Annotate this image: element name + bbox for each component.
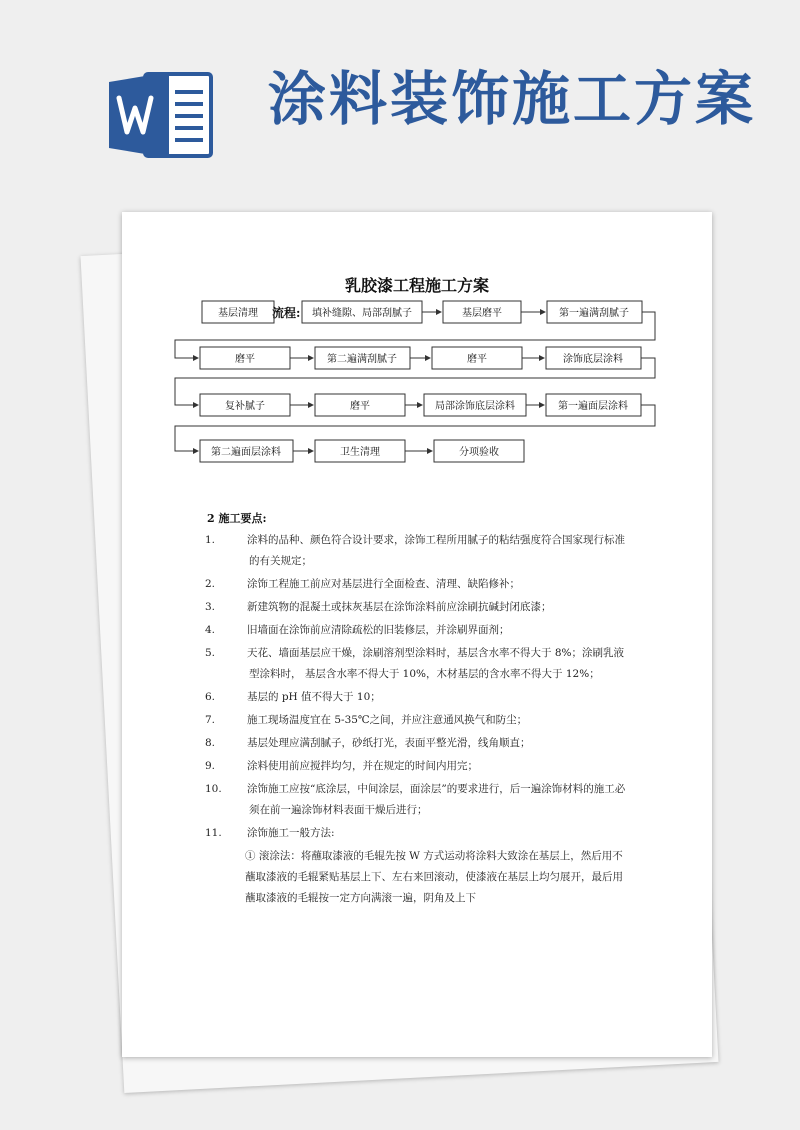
construction-points-list bbox=[205, 530, 627, 911]
flow-step bbox=[546, 347, 641, 369]
process-flowchart bbox=[122, 212, 712, 492]
list-item: 2. 涂饰工程施工前应对基层进行全面检查、清理、缺陷修补； bbox=[205, 578, 520, 590]
flow-step bbox=[424, 394, 526, 416]
svg-text:卫生清理: 卫生清理 bbox=[340, 447, 380, 458]
svg-text:第一遍满刮腻子: 第一遍满刮腻子 bbox=[559, 308, 629, 319]
svg-text:第二遍满刮腻子: 第二遍满刮腻子 bbox=[327, 354, 397, 365]
list-item: 3. 新建筑物的混凝土或抹灰基层在涂饰涂料前应涂刷抗碱封闭底漆； bbox=[205, 601, 552, 613]
flow-step bbox=[432, 347, 522, 369]
process-label: 流程: bbox=[272, 306, 301, 320]
svg-text:磨平: 磨平 bbox=[235, 354, 255, 365]
flow-step bbox=[546, 394, 641, 416]
list-item: 11. 涂饰施工一般方法: bbox=[205, 827, 335, 839]
list-item: 6. 基层的 pH 值不得大于 10； bbox=[205, 691, 381, 703]
svg-text:基层清理: 基层清理 bbox=[218, 308, 258, 319]
list-item: 7. 施工现场温度宜在 5-35℃之间，并应注意通风换气和防尘； bbox=[205, 714, 528, 726]
banner-title: 涂料装饰施工方案 bbox=[268, 65, 757, 133]
svg-text:第一遍面层涂料: 第一遍面层涂料 bbox=[558, 401, 628, 412]
flow-step bbox=[434, 440, 524, 462]
list-item: 1. 涂料的品种、颜色符合设计要求，涂饰工程所用腻子的粘结强度符合国家现行标准的有关规定； bbox=[205, 534, 625, 567]
svg-text:涂饰底层涂料: 涂饰底层涂料 bbox=[563, 354, 623, 365]
flow-step bbox=[315, 347, 410, 369]
flow-step bbox=[200, 394, 290, 416]
flow-step bbox=[202, 301, 274, 323]
svg-text:局部涂饰底层涂料: 局部涂饰底层涂料 bbox=[435, 401, 515, 412]
flow-step bbox=[443, 301, 521, 323]
flow-step bbox=[302, 301, 422, 323]
list-item: 4. 旧墙面在涂饰前应清除疏松的旧装修层，并涂刷界面剂； bbox=[205, 624, 510, 636]
flow-step bbox=[200, 347, 290, 369]
list-item: 10. 涂饰施工应按“底涂层，中间涂层，面涂层”的要求进行，后一遍涂饰材料的施工必须在前一遍涂饰材料表面干燥后进行； bbox=[205, 783, 626, 816]
word-document-icon bbox=[107, 70, 215, 160]
method-paragraph: ① 滚涂法：将蘸取漆液的毛辊先按 W 方式运动将涂料大致涂在基层上，然后用不蘸取漆液的毛辊紧贴基层上下、左右来回滚动，使漆液在基层上均匀展开，最后用蘸取漆液的毛辊按一定方向满滚一遍，阴角及上下 bbox=[245, 850, 623, 904]
svg-text:分项验收: 分项验收 bbox=[459, 447, 499, 458]
svg-text:填补缝隙、局部刮腻子: 填补缝隙、局部刮腻子 bbox=[312, 308, 412, 319]
svg-text:第二遍面层涂料: 第二遍面层涂料 bbox=[211, 447, 281, 458]
flow-step bbox=[315, 440, 405, 462]
flow-step bbox=[200, 440, 293, 462]
list-item: 8. 基层处理应满刮腻子，砂纸打光，表面平整光滑，线角顺直； bbox=[205, 737, 531, 749]
list-item: 5. 天花、墙面基层应干燥，涂刷溶剂型涂料时，基层含水率不得大于 8%；涂刷乳液型涂料时， 基层含水率不得大于 10%，木材基层的含水率不得大于 12%； bbox=[205, 647, 624, 680]
flow-step bbox=[315, 394, 405, 416]
flow-step bbox=[547, 301, 642, 323]
svg-text:复补腻子: 复补腻子 bbox=[225, 401, 265, 412]
svg-text:磨平: 磨平 bbox=[467, 354, 487, 365]
svg-text:磨平: 磨平 bbox=[350, 401, 370, 412]
section-heading: 2 施工要点: bbox=[207, 512, 267, 525]
list-item: 9. 涂料使用前应搅拌均匀，并在规定的时间内用完； bbox=[205, 760, 478, 772]
svg-text:基层磨平: 基层磨平 bbox=[462, 308, 502, 319]
document-title: 乳胶漆工程施工方案 bbox=[344, 276, 489, 295]
document-page bbox=[122, 212, 712, 1057]
